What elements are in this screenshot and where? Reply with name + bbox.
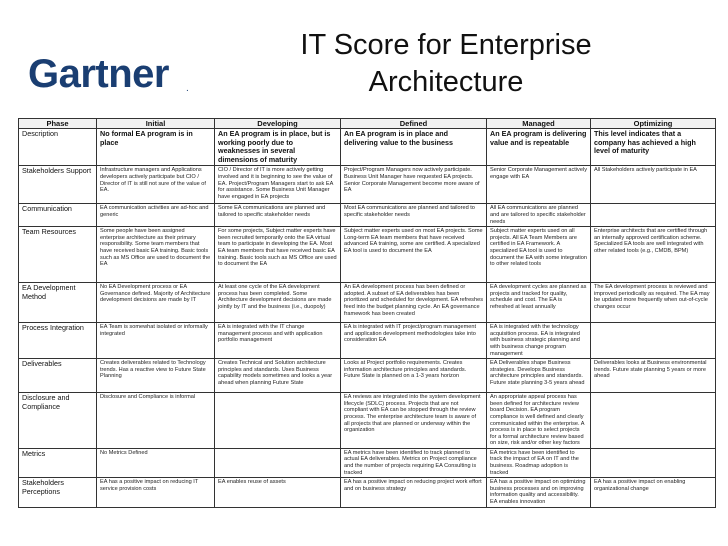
gartner-logo: Gartner: [28, 52, 169, 96]
table-cell: Some EA communications are planned and tailored to specific stakeholder needs: [215, 204, 341, 227]
table-cell: EA is integrated with the technology acquisition process. EA is integrated with business strategic planning and with business change program management: [487, 323, 591, 359]
table-cell: For some projects, Subject matter experts have been recruited temporarily onto the EA virtual team to participate in developing the EA. Most EA team members that have received basic EA training. Basic tools such as MS Office are used to document the EA: [215, 227, 341, 283]
table-cell: EA enables reuse of assets: [215, 478, 341, 508]
table-cell: Some people have been assigned enterprise architecture as their primary responsibility. Some team members that have received basic EA training. Basic tools such as MS Office are used to document the EA: [97, 227, 215, 283]
table-cell: Senior Corporate Management actively engage with EA: [487, 166, 591, 204]
header-optimizing: Optimizing: [591, 119, 716, 129]
table-cell: Looks at Project portfolio requirements. Creates information architecture principles and standards. Future State is planned on a 1-3 years horizon: [341, 359, 487, 393]
table-cell: Disclosure and Compliance is informal: [97, 393, 215, 449]
header-developing: Developing: [215, 119, 341, 129]
maturity-table: [18, 118, 716, 508]
header-managed: Managed: [487, 119, 591, 129]
table-cell: CIO / Director of IT is more actively getting involved and it is beginning to see the value of EA. Project/Program Managers start to ask EA for assistance. Some Business Unit Manager have engaged in EA projects: [215, 166, 341, 204]
phase-cell: Stakeholders Support: [19, 166, 97, 204]
table-cell: EA development cycles are planned as projects and tracked for quality, schedule and cost. The EA is refreshed at least annually: [487, 283, 591, 323]
table-cell: EA has a positive impact on enabling organizational change: [591, 478, 716, 508]
table-cell: Creates deliverables related to Technology trends. Has a reactive view to Future State Planning: [97, 359, 215, 393]
table-cell: EA has a positive impact on optimizing business processes and on improving information quality and accessibility. EA enables innovation: [487, 478, 591, 508]
phase-cell: Deliverables: [19, 359, 97, 393]
header-initial: Initial: [97, 119, 215, 129]
table-cell: Subject matter experts used on most EA projects. Some Long-term EA team members that have received advanced EA training, some are certified. A specialized EA tool is used to document the EA: [341, 227, 487, 283]
phase-cell: EA Development Method: [19, 283, 97, 323]
table-cell: An appropriate appeal process has been defined for architecture review board Decision. EA program compliance is well defined and clearly communicated within the enterprise. A process is in place to select projects for a formal architecture review based on size, risk and/or other key factors: [487, 393, 591, 449]
phase-cell: Description: [19, 129, 97, 166]
table-cell: Deliverables looks at Business environmental trends. Future state planning 5 years or more ahead: [591, 359, 716, 393]
table-row: [19, 204, 716, 227]
table-cell: Enterprise architects that are certified through an internally approved certification scheme. Specialized EA tools are well integrated with other related tools (e.g., CMDB, BPM): [591, 227, 716, 283]
table-cell: EA reviews are integrated into the system development lifecycle (SDLC) process. Projects that are not compliant with EA can be stopped through the review process. The enterprise architecture team is aware of all projects that are planned or underway within the organization: [341, 393, 487, 449]
table-cell: An EA development process has been defined or adopted. A subset of EA deliverables has been prioritized and scheduled for development. EA refreshes feed into the budget planning cycle. An EA governance framework has been created: [341, 283, 487, 323]
table-cell: [591, 393, 716, 449]
table-row: [19, 393, 716, 449]
table-cell: Infrastructure managers and Applications developers actively participate but CIO / Director of IT is still not sure of the value of EA.: [97, 166, 215, 204]
table-cell: All EA communications are planned and are tailored to specific stakeholder needs: [487, 204, 591, 227]
table-cell: EA Team is somewhat isolated or informally integrated: [97, 323, 215, 359]
phase-cell: Communication: [19, 204, 97, 227]
header-phase: Phase: [19, 119, 97, 129]
phase-cell: Stakeholders Perceptions: [19, 478, 97, 508]
table-row: [19, 359, 716, 393]
table-cell: An EA program is in place and delivering value to the business: [341, 129, 487, 166]
table-cell: [215, 448, 341, 477]
table-cell: [591, 323, 716, 359]
logo-mark: .: [186, 83, 189, 94]
table-cell: No EA Development process or EA Governance defined. Majority of Architecture development decisions are made by IT: [97, 283, 215, 323]
phase-cell: Team Resources: [19, 227, 97, 283]
table-cell: EA is integrated with IT project/program management and application development methodologies take into consideration EA: [341, 323, 487, 359]
table-cell: Project/Program Managers now actively participate. Business Unit Manager have requested EA projects. Senior Corporate Management become more aware of EA: [341, 166, 487, 204]
table-cell: EA communication activities are ad-hoc and generic: [97, 204, 215, 227]
table-cell: EA has a positive impact on reducing IT service provision costs: [97, 478, 215, 508]
header-defined: Defined: [341, 119, 487, 129]
table-cell: This level indicates that a company has achieved a high level of maturity: [591, 129, 716, 166]
table-row: [19, 323, 716, 359]
phase-cell: Disclosure and Compliance: [19, 393, 97, 449]
table-row: [19, 448, 716, 477]
table-cell: No Metrics Defined: [97, 448, 215, 477]
page-title: [256, 27, 636, 101]
phase-cell: Metrics: [19, 448, 97, 477]
table-cell: [591, 204, 716, 227]
table-cell: EA Deliverables shape Business strategies. Develops Business architecture principles and standards. Future state planning 3-5 years ahead: [487, 359, 591, 393]
table-cell: EA has a positive impact on reducing project work effort and on business strategy: [341, 478, 487, 508]
table-cell: All Stakeholders actively participate in EA: [591, 166, 716, 204]
table-cell: An EA program is in place, but is working poorly due to weaknesses in several dimensions of maturity: [215, 129, 341, 166]
table-row: [19, 283, 716, 323]
table-row: [19, 478, 716, 508]
table-row: [19, 129, 716, 166]
table-cell: The EA development process is reviewed and improved periodically as required. The EA may be updated more frequently when out-of-cycle changes occur: [591, 283, 716, 323]
table-cell: [215, 393, 341, 449]
table-row: [19, 227, 716, 283]
table-cell: No formal EA program is in place: [97, 129, 215, 166]
table-row: [19, 166, 716, 204]
table-cell: EA is integrated with the IT change management process and with application portfolio management: [215, 323, 341, 359]
table-cell: Creates Technical and Solution architecture principles and standards. Uses Business capability models sometimes and looks a year ahead when planning Future State: [215, 359, 341, 393]
table-cell: EA metrics have been identified to track planned to actual EA deliverables. Metrics on Project compliance and the number of projects requiring EA Consulting is tracked: [341, 448, 487, 477]
table-cell: At least one cycle of the EA development process has been completed. Some Architecture development decisions are made jointly by IT and the business (i.e., duopoly): [215, 283, 341, 323]
header-row: [19, 119, 716, 129]
table-cell: An EA program is delivering value and is repeatable: [487, 129, 591, 166]
table-cell: [591, 448, 716, 477]
title-line-1: IT Score for Enterprise: [300, 29, 592, 61]
phase-cell: Process Integration: [19, 323, 97, 359]
table-cell: Subject matter experts used on all projects. All EA Team Members are certified in EA Framework. A specialized EA tool is used to document the EA with some integration to other related tools: [487, 227, 591, 283]
table-cell: EA metrics have been identified to track the impact of EA on IT and the business. Roadmap adoption is tracked: [487, 448, 591, 477]
title-line-2: Architecture: [368, 66, 524, 98]
table-cell: Most EA communications are planned and tailored to specific stakeholder needs: [341, 204, 487, 227]
